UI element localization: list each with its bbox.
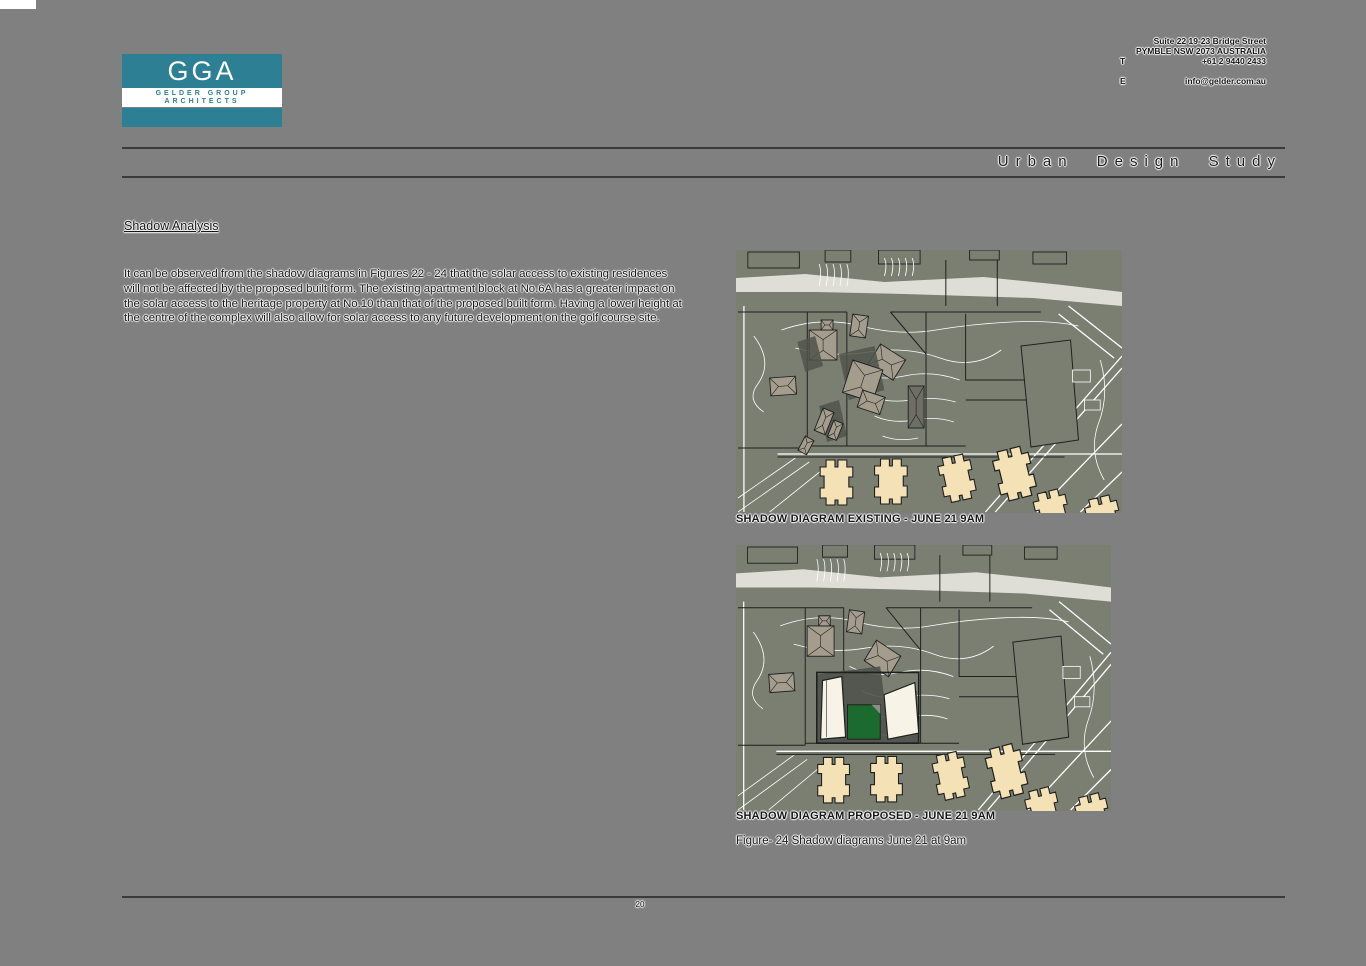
logo-bottom-bar	[122, 108, 282, 127]
header-rule-top	[122, 147, 1285, 149]
document-title: Urban Design Study	[997, 153, 1282, 170]
logo-name-strip	[122, 88, 282, 107]
section-heading: Shadow Analysis	[124, 219, 219, 233]
body-paragraph: It can be observed from the shadow diagrams in Figures 22 - 24 that the solar access to existing residences will not be affected by the proposed built form. The existing apartment block at No.6A has a greater impact on the solar access to the heritage property at No.10 than that of the proposed built form. Having a lower height at the centre of the complex will also allow for solar access to any future development on the golf course site.	[124, 268, 682, 325]
phone-number: +61 2 9440 2433	[1201, 56, 1266, 66]
shadow-diagram-proposed-map	[736, 545, 1111, 811]
contact-address-line2: PYMBLE NSW 2073 AUSTRALIA	[1135, 46, 1266, 56]
proposed-diagram-caption: SHADOW DIAGRAM PROPOSED - JUNE 21 9AM	[736, 810, 996, 822]
contact-email-row	[1120, 76, 1266, 86]
logo-acronym-box	[122, 54, 282, 88]
gga-logo	[122, 54, 282, 127]
contact-block	[1120, 36, 1266, 86]
shadow-diagram-existing-map	[736, 250, 1122, 513]
phone-label: T	[1120, 56, 1126, 66]
page-number: 20	[635, 900, 645, 909]
contact-address-line1: Suite 22 19-23 Bridge Street	[1153, 36, 1266, 46]
logo-name-line2: ARCHITECTS	[164, 97, 240, 105]
existing-diagram-caption: SHADOW DIAGRAM EXISTING - JUNE 21 9AM	[736, 513, 985, 525]
logo-acronym: GGA	[167, 55, 237, 86]
corner-artifact	[0, 0, 36, 9]
logo-name-line1: GELDER GROUP	[155, 89, 249, 97]
email-address: info@gelder.com.au	[1184, 76, 1266, 86]
contact-phone-row	[1120, 56, 1266, 66]
figure-caption: Figure- 24 Shadow diagrams June 21 at 9am	[736, 835, 967, 847]
email-label: E	[1120, 76, 1126, 86]
footer-rule	[122, 896, 1285, 898]
header-rule-bottom	[122, 176, 1285, 178]
